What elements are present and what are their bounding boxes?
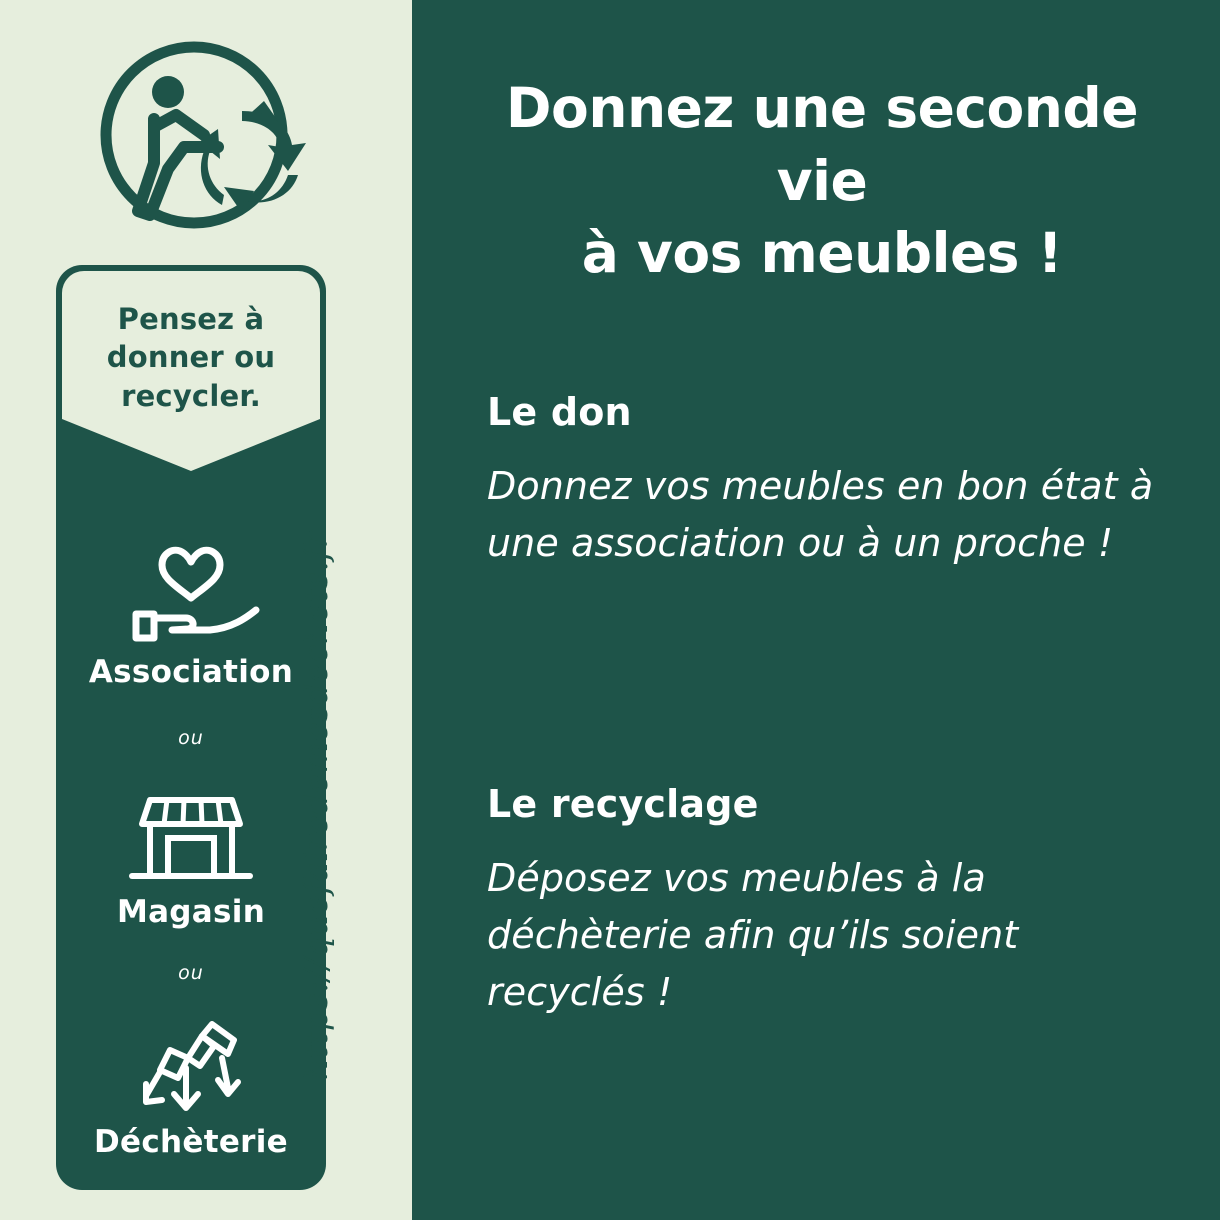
page-title bbox=[452, 72, 1192, 290]
step-association bbox=[56, 540, 326, 690]
section-body-le-don: Donnez vos meubles en bon état à une association ou à un proche ! bbox=[487, 464, 1154, 565]
ribbon-heading-line-2: donner ou bbox=[106, 340, 276, 375]
ribbon-heading-line-1: Pensez à bbox=[117, 302, 265, 336]
step-magasin bbox=[56, 780, 326, 930]
ribbon-heading bbox=[62, 300, 320, 415]
hand-heart-icon bbox=[56, 540, 326, 650]
separator-ou-1: ou bbox=[178, 727, 204, 749]
recycling-center-icon bbox=[56, 1010, 326, 1120]
ribbon-heading-line-3: recycler. bbox=[121, 378, 261, 413]
shop-icon bbox=[56, 780, 326, 890]
page-title-line-1: Donnez une seconde vie bbox=[505, 76, 1139, 213]
section-le-recyclage bbox=[487, 782, 1187, 1021]
step-label-decheterie: Déchèterie bbox=[93, 1124, 288, 1160]
section-le-don bbox=[487, 390, 1187, 572]
separator-ou-2: ou bbox=[178, 962, 204, 984]
page-title-line-2: à vos meubles ! bbox=[581, 221, 1063, 286]
section-title-le-don: Le don bbox=[487, 390, 632, 434]
right-panel bbox=[412, 0, 1220, 1220]
step-label-magasin: Magasin bbox=[116, 894, 266, 930]
step-decheterie bbox=[56, 1010, 326, 1160]
section-body-le-recyclage: Déposez vos meubles à la déchèterie afin qu’ils soient recyclés ! bbox=[487, 856, 1019, 1014]
step-label-association: Association bbox=[88, 654, 294, 690]
website-url-vertical[interactable] bbox=[296, 0, 335, 1080]
recycling-person-icon bbox=[92, 35, 312, 235]
left-panel bbox=[0, 0, 412, 1220]
section-title-le-recyclage: Le recyclage bbox=[487, 782, 759, 826]
website-url-text: https://quefairedemesdechets.fr bbox=[296, 531, 335, 1080]
